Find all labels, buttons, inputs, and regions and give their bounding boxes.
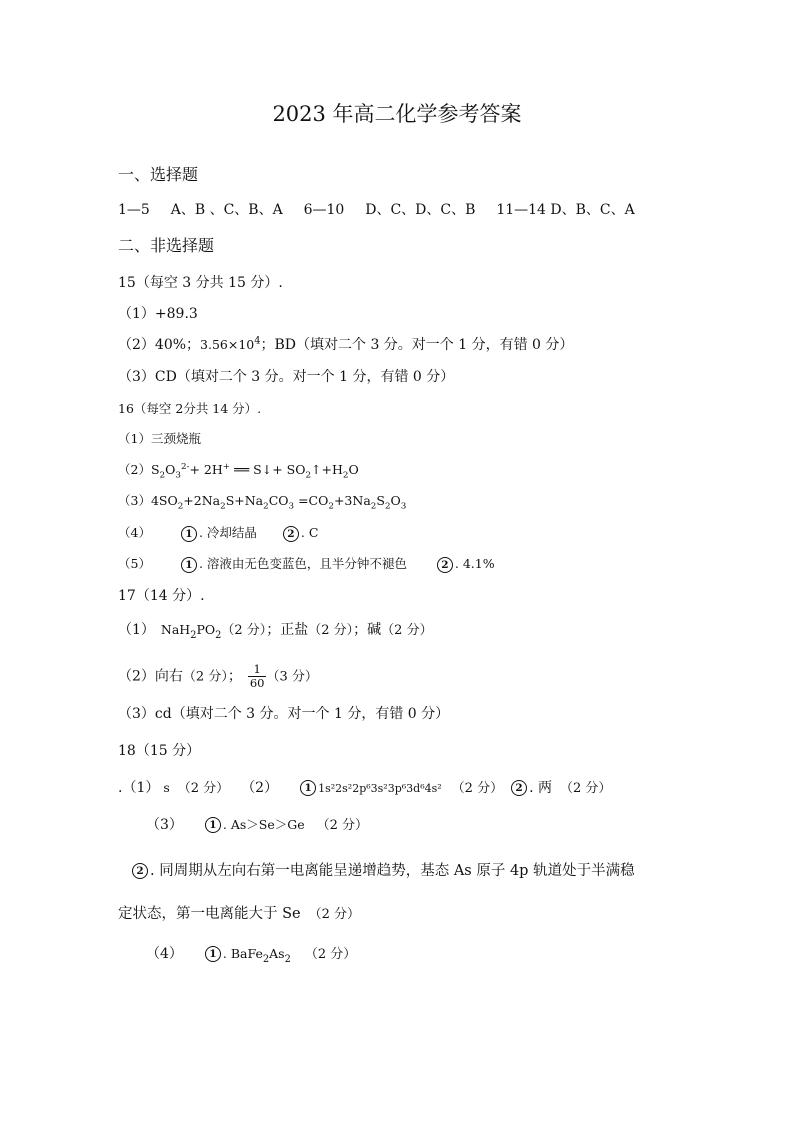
circled-number-1: 1 — [205, 817, 221, 833]
fraction-denominator: 60 — [249, 676, 265, 690]
q18-line4 — [118, 904, 360, 925]
q16-part3-label: （3） — [118, 493, 151, 508]
q15-part3: （3）CD（填对二个 3 分。对一个 1 分，有错 0 分） — [118, 369, 455, 385]
formula-subscript: 2 — [284, 953, 291, 965]
fraction-numerator: 1 — [248, 663, 267, 677]
eq-term: S↓+ SO — [253, 462, 306, 477]
q18-part1-answer: s — [163, 780, 170, 795]
choice-range-3: 11—14 — [496, 202, 546, 218]
q16-part5-answer2: . 4.1% — [454, 556, 495, 571]
choice-range-1: 1—5 — [118, 202, 150, 218]
formula-subscript: 2 — [262, 953, 270, 965]
circled-number-2: 2 — [132, 863, 148, 879]
q17-part1 — [118, 620, 433, 641]
eq-subscript: 2 — [328, 501, 334, 512]
points-label: （2 分） — [177, 781, 230, 796]
q18-part2-answer2: . 两 — [529, 780, 552, 796]
eq-superscript: + — [222, 461, 231, 472]
q17-part1-answer2: 正盐 — [280, 622, 309, 638]
circled-number-2: 2 — [511, 780, 527, 796]
q15-header: 15（每空 3 分共 15 分）. — [118, 275, 283, 291]
q15-part2-prefix: （2）40%； — [118, 337, 201, 353]
q18-part4-label: （4） — [146, 946, 183, 962]
points-label: （2 分） — [381, 623, 433, 638]
q15-part2-value: 3.56×10 — [200, 337, 255, 352]
q18-part2-label: （2） — [241, 780, 279, 796]
q18-line5 — [146, 944, 356, 965]
q18-header: 18（15 分） — [118, 743, 201, 759]
circled-number-2: 2 — [283, 526, 299, 542]
eq-term: +3Na — [333, 493, 371, 508]
eq-term: S+Na — [225, 493, 264, 508]
eq-term: +2Na — [183, 493, 221, 508]
eq-subscript: 2 — [263, 501, 269, 512]
eq-subscript: 2 — [220, 501, 226, 512]
circled-number-1: 1 — [300, 780, 316, 796]
q16-part4-label: （4） — [118, 525, 151, 540]
eq-subscript: 2 — [370, 501, 377, 512]
q18-part1-label: .（1） — [118, 780, 160, 796]
formula-term: PO — [196, 622, 216, 637]
q16-part3-equation — [118, 491, 406, 511]
formula-subscript: 2 — [190, 629, 197, 641]
page-title: 2023 年高二化学参考答案 — [272, 102, 522, 126]
points-label: （3 分） — [266, 669, 318, 685]
formula-term: . BaFe — [222, 946, 263, 961]
eq-term: =CO — [294, 493, 329, 508]
q17-part1-label: （1） — [118, 622, 155, 638]
eq-subscript: 3 — [288, 501, 295, 512]
q16-part2-label: （2） — [118, 462, 151, 477]
separator: ； — [266, 622, 281, 638]
eq-term: ↑+H — [311, 462, 343, 477]
q16-part4-answer2: . C — [300, 525, 319, 540]
eq-superscript: 2- — [180, 461, 190, 472]
q18-part3-answer2: . 同周期从左向右第一电离能呈递增趋势，基态 As 原子 4p 轨道处于半满稳 — [150, 863, 635, 879]
q17-part3: （3）cd（填对二个 3 分。对一个 1 分，有错 0 分） — [118, 706, 450, 722]
circled-number-1: 1 — [205, 946, 221, 962]
q18-part3-answer2-continued: 定状态，第一电离能大于 Se — [118, 906, 301, 922]
eq-equals-sign: ══ — [234, 462, 250, 477]
q15-part2 — [118, 335, 573, 355]
points-label: （2 分） — [559, 781, 612, 796]
circled-number-1: 1 — [181, 557, 197, 573]
fraction — [248, 663, 267, 690]
points-label: （2 分） — [316, 818, 369, 833]
eq-term: O — [165, 462, 176, 477]
points-label: （2 分） — [308, 623, 354, 638]
q16-header: 16（每空 2分共 14 分）. — [118, 401, 262, 416]
formula-term: NaH — [160, 622, 191, 637]
q16-part2-equation — [118, 460, 359, 480]
points-label: （2 分） — [304, 947, 357, 962]
separator: ； — [353, 622, 368, 638]
eq-subscript: 2 — [305, 470, 312, 481]
eq-term: O — [348, 462, 359, 477]
q17-part1-answer3: 碱 — [367, 622, 382, 638]
eq-subscript: 2 — [177, 501, 184, 512]
q17-part2-answer1: 向右 — [154, 668, 183, 685]
q18-part3-label: （3） — [146, 817, 183, 833]
points-label: （2 分） — [308, 907, 361, 922]
points-label: （2 分） — [182, 669, 228, 685]
eq-term: CO — [268, 493, 289, 508]
q15-part2-suffix: ；BD（填对二个 3 分。对一个 1 分，有错 0 分） — [260, 337, 574, 353]
formula-term: As — [269, 946, 285, 961]
eq-term: S — [150, 462, 160, 477]
section-heading-choice: 一、选择题 — [118, 165, 199, 184]
points-label: （2 分） — [451, 781, 504, 796]
choice-answers-1: A、B 、C、B、A — [170, 202, 283, 218]
circled-number-2: 2 — [437, 557, 453, 573]
eq-subscript: 2 — [384, 501, 391, 512]
eq-term: + 2H — [189, 462, 223, 477]
points-label: （2 分） — [221, 623, 267, 638]
formula-subscript: 2 — [215, 629, 222, 641]
q16-part4-answer1: . 冷却结晶 — [198, 525, 257, 540]
q17-header: 17（14 分）. — [118, 588, 205, 604]
q15-part2-exponent: 4 — [254, 335, 261, 347]
choice-answers-row — [118, 200, 635, 220]
q16-part4 — [118, 523, 318, 543]
q18-line3 — [132, 861, 635, 881]
separator: ； — [227, 668, 242, 685]
eq-subscript: 2 — [159, 470, 166, 481]
electron-configuration: 1s²2s²2p⁶3s²3p⁶3d⁶4s² — [318, 782, 442, 795]
eq-term: O — [390, 493, 401, 508]
choice-range-2: 6—10 — [303, 202, 345, 218]
circled-number-1: 1 — [181, 526, 197, 542]
q16-part5-label: （5） — [118, 556, 151, 571]
q18-line2 — [146, 815, 368, 836]
q16-part1: （1）三颈烧瓶 — [118, 431, 201, 446]
eq-subscript: 3 — [400, 501, 407, 512]
section-heading-nonchoice: 二、非选择题 — [118, 236, 215, 255]
q18-line1 — [118, 778, 611, 799]
choice-answers-2: D、C、D、C、B — [365, 202, 476, 218]
q16-part5-answer1: . 溶液由无色变蓝色，且半分钟不褪色 — [198, 556, 407, 571]
q15-part1: （1）+89.3 — [118, 306, 198, 322]
q18-part3-answer1: . As＞Se＞Ge — [222, 817, 305, 832]
eq-subscript: 2 — [342, 470, 349, 481]
q17-part2 — [118, 663, 318, 690]
eq-term: 4SO — [150, 493, 178, 508]
q16-part5 — [118, 554, 495, 574]
eq-subscript: 3 — [175, 470, 181, 481]
choice-answers-3: D、B、C、A — [550, 202, 635, 218]
q17-part2-label: （2） — [118, 668, 155, 685]
eq-term: S — [376, 493, 385, 508]
